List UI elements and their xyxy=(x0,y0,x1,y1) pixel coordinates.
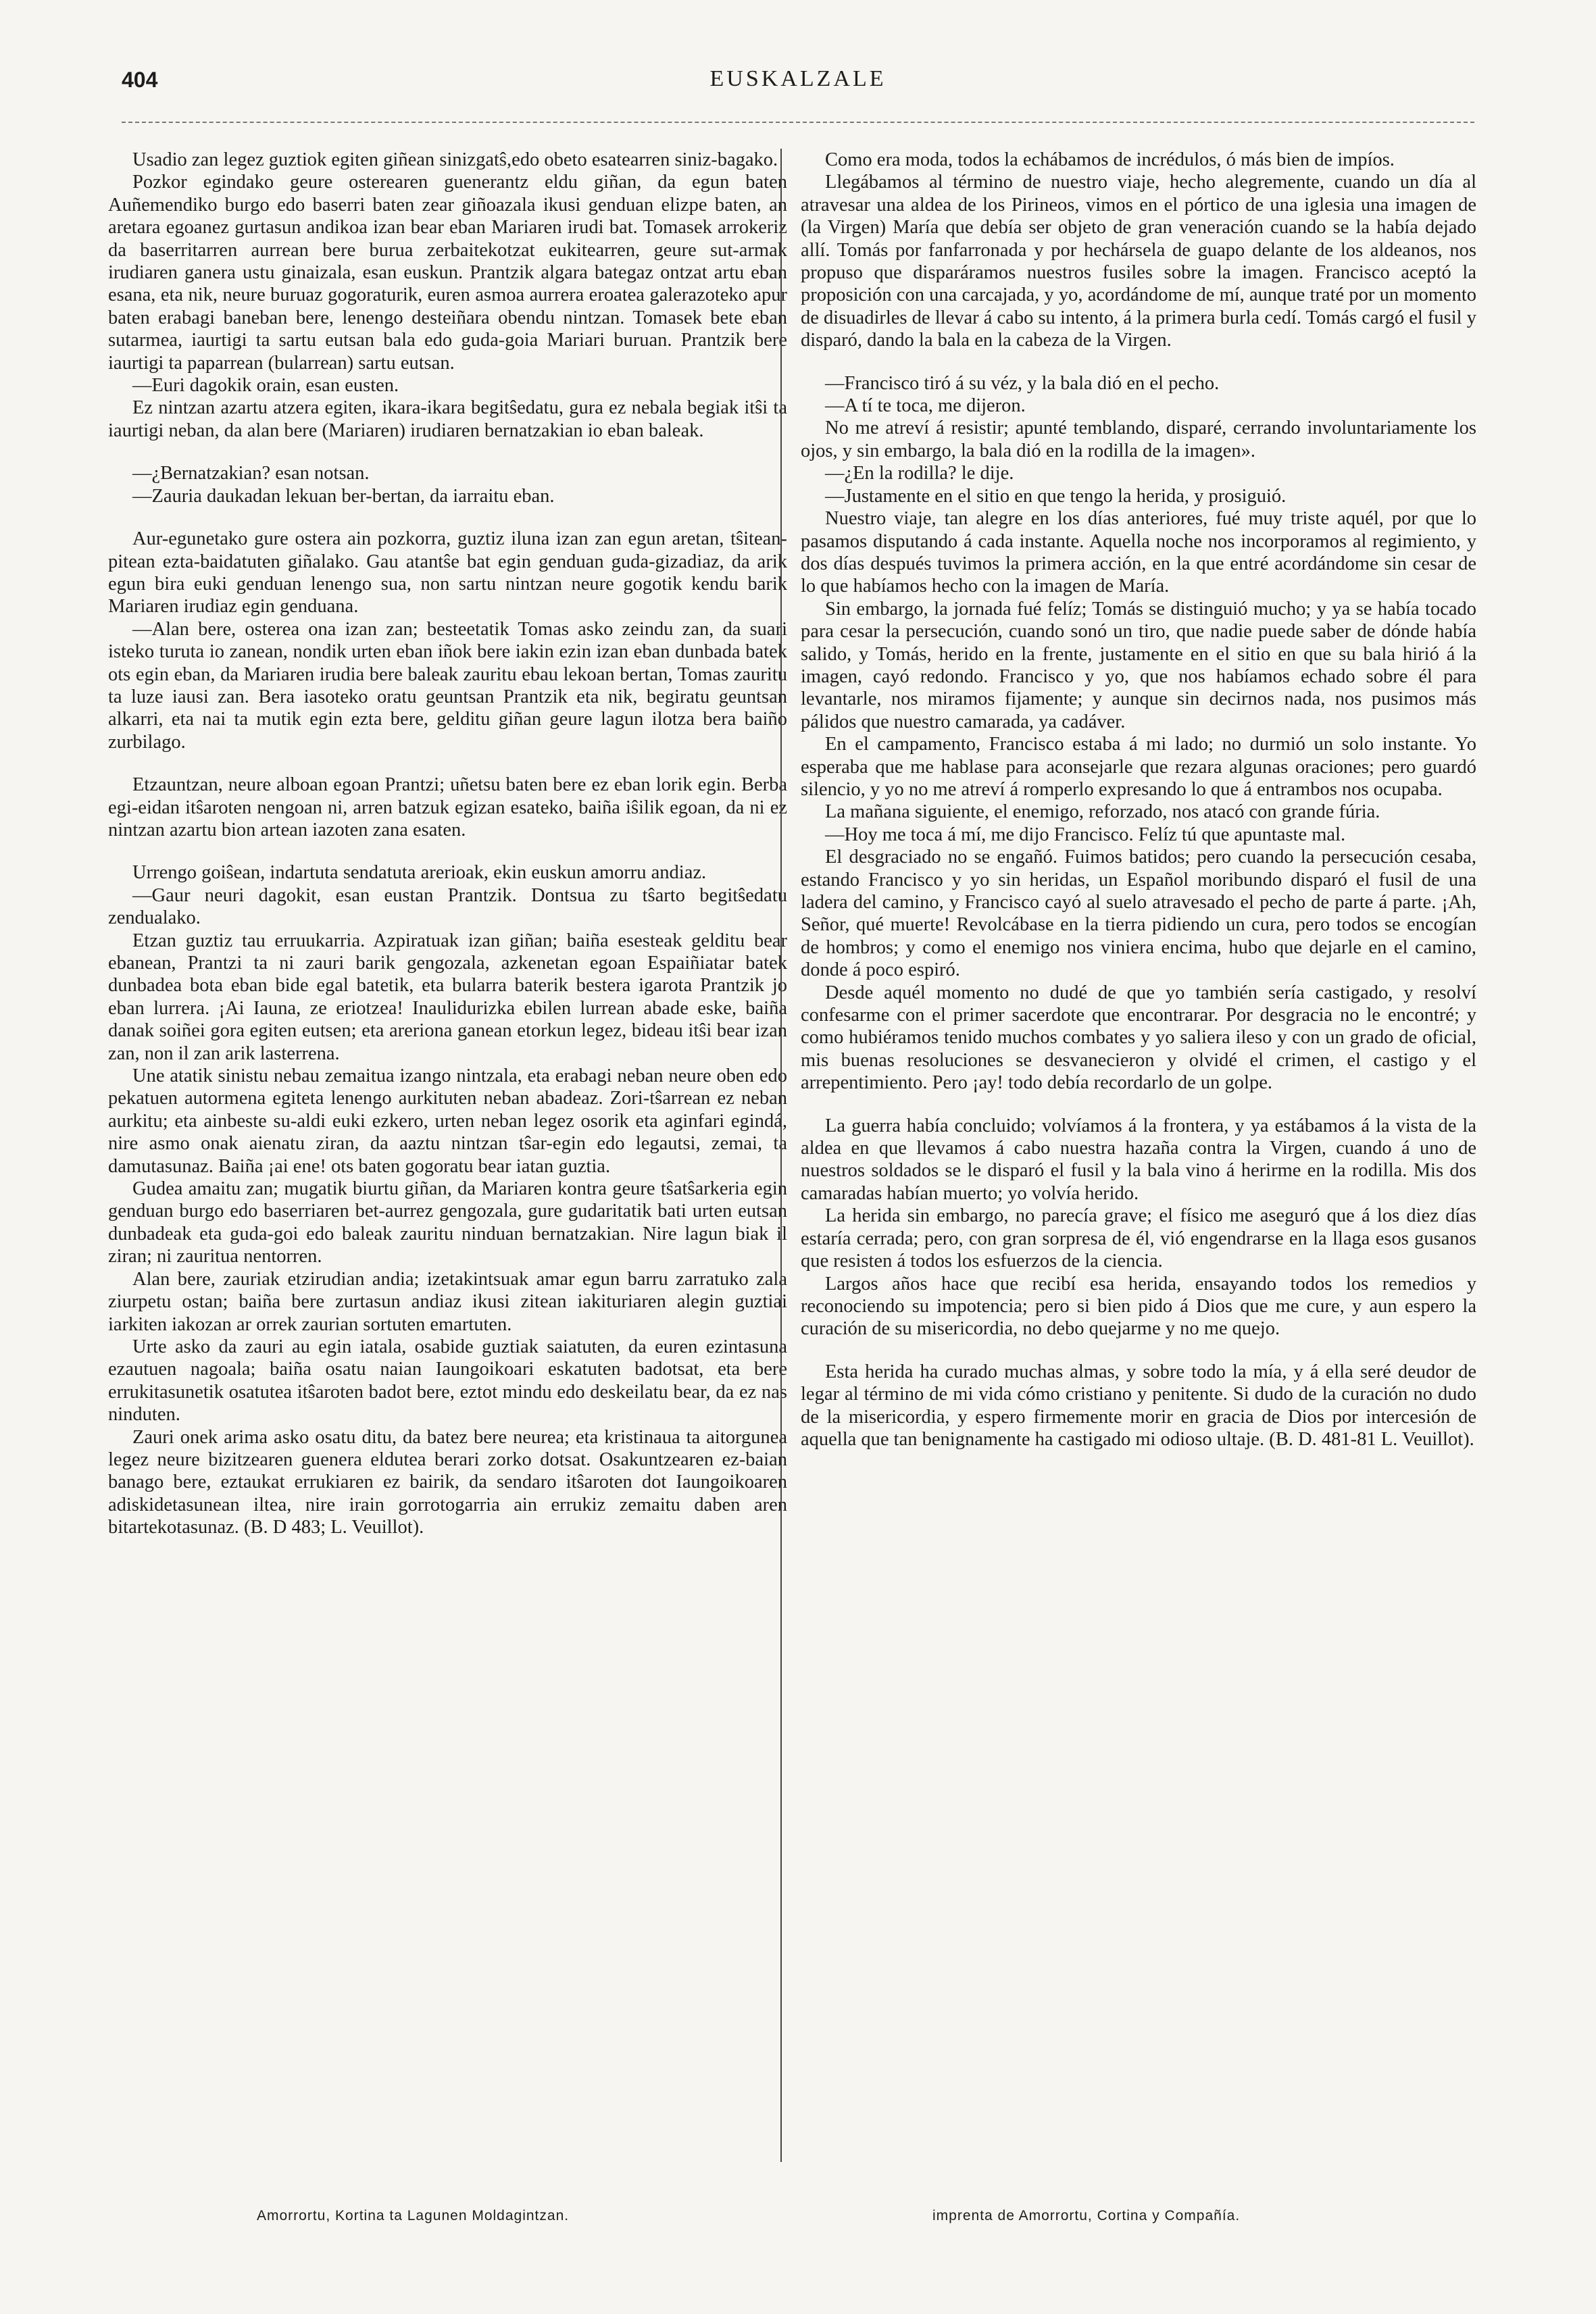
paragraph: —Alan bere, osterea ona izan zan; besteetatik Tomas asko zeindu zan, da suari isteko turuta io zanean, nondik urten eban iñok bere iakin ezin izan eban dunbada batek ots egin eban, da Mariaren irudia bere baleak zauritu ebau lekoan bertan, Tomas zauritu ta luze iausi zan. Bera iasoteko oratu geuntsan Prantzik eta nik, begiratu geuntsan alkarri, eta nai ta mutik egin ezta bere, gelditu giñan geure lagun ilotza bera baiño zurbilago. xyxy=(108,618,787,753)
paragraph: Sin embargo, la jornada fué felíz; Tomás se distinguió mucho; y ya se había tocado para cesar la persecución, cuando sonó un tiro, que nadie puede saber de dónde había salido, y Tomás, herido en la frente, justamente en el sitio en que su bala hirió á la imagen, cayó redondo. Francisco y yo, que nos habíamos echado sobre él para levantarle, nos miramos fijamente; y aunque sin decirnos nada, nos pusimos más pálidos que nuestro camarada, ya cadáver. xyxy=(801,598,1476,732)
paragraph: Aur-egunetako gure ostera ain pozkorra, guztiz iluna izan zan egun aretan, tŝitean-pitean ezta-baidatuten giñalako. Gau atantŝe bat egin genduan guda-gizadiaz, da arik egun bira euki genduan lenengo sua, non sartu nintzan neure gogotik kendu barik Mariaren irudiaz egin genduana. xyxy=(108,528,787,618)
paragraph: Largos años hace que recibí esa herida, ensayando todos los remedios y reconociendo su impotencia; pero si bien pido á Dios que me cure, y aun espero la curación de su misericordia, no debo quejarme y no me quejo. xyxy=(801,1273,1476,1340)
paragraph: Urte asko da zauri au egin iatala, osabide guztiak saiatuten, da euren ezintasuna ezautuen nagoala; baiña osatu naian Iaungoikoari eskatuten badotsat, eta bere errukitasunetik osatutea itŝaroten badot bere, eztot mindu edo deskeilatu bear, da ez nas ninduten. xyxy=(108,1336,787,1426)
paragraph: La guerra había concluido; volvíamos á la frontera, y ya estábamos á la vista de la aldea en que llevamos á cabo nuestra hazaña contra la Virgen, cuando á uno de nuestros soldados se le disparó el fusil y la bala vino á herirme en la rodilla. Mis dos camaradas habían muerto; yo volvía herido. xyxy=(801,1115,1476,1204)
paragraph: No me atreví á resistir; apunté temblando, disparé, cerrando involuntariamente los ojos, y sin embargo, la bala dió en la rodilla de la imagen». xyxy=(801,418,1476,461)
paragraph: —Zauria daukadan lekuan ber-bertan, da iarraitu eban. xyxy=(132,485,555,507)
paragraph: Llegábamos al término de nuestro viaje, hecho alegremente, cuando un día al atravesar una aldea de los Pirineos, vimos en el pórtico de una iglesia una imagen de (la Virgen) María que debía ser objeto de gran veneración cuando se la había dejado allí. Tomás por fanfarronada y por hechársela de guapo delante de los aldeanos, nos propuso que disparáramos nuestros fusiles sobre la imagen. Francisco aceptó la proposición con una carcajada, y yo, acordándome de mí, aunque traté por un momento de disuadirles de llevar á cabo su intento, á la primera burla cedí. Tomás cargó el fusil y disparó, dando la bala en la cabeza de la Virgen. xyxy=(801,172,1476,351)
paragraph: Esta herida ha curado muchas almas, y sobre todo la mía, y á ella seré deudor de legar al término de mi vida cómo cristiano y penitente. Si dudo de la curación no dudo de la misericordia, y espero firmemente morir en gracia de Dios por intercesión de aquella que tan benignamente ha castigado mi odioso ultaje. (B. D. 481-81 L. Veuillot). xyxy=(801,1361,1476,1450)
paragraph: Usadio zan legez guztiok egiten giñean sinizgatŝ,edo obeto esatearren siniz-bagako. xyxy=(132,149,778,170)
paragraph: Ez nintzan azartu atzera egiten, ikara-ikara begitŝedatu, gura ez nebala begiak itŝi ta iaurtigi neban, da alan bere (Mariaren) irudiaren bernatzakian io eban baleak. xyxy=(108,397,787,441)
paragraph: Une atatik sinistu nebau zemaitua izango nintzala, eta erabagi neban neure oben edo pekatuen autormena egiteta lenengo aurkituten neban abadeaz. Zori-tŝarrean ez neban aurkitu; eta ainbeste su-aldi euki ezkero, urten neban legez osorik eta aginfari egindá, nire asmo onak aienatu ziran, da aaztu nintzan tŝar-egin edo legautsi, zemai, ta damutasunaz. Baiña ¡ai ene! ots baten gogoratu bear iatan guztia. xyxy=(108,1065,787,1177)
paragraph: Pozkor egindako geure osterearen guenerantz eldu giñan, da egun baten Auñemendiko burgo edo baserri baten zear giñoazala ikusi genduan elizpe baten, an aretara egoanez gurtasun andikoa izan bear eban Mariaren irudi bat. Tomasek arrokeriz da baserritarren aurrean bere burua zerbaitekotzat eukitearren, geure sut-armak irudiaren ganera ustu ginaizala, esan euskun. Prantzik algara bategaz ontzat artu eban esana, eta nik, neure buruaz gogoraturik, euren asmoa aurrera eroatea galerazoteko apur baten erabagi baneban bere, lenengo desteiñara obendu nintzan. Tomasek bete eban sutarmea, iaurtigi ta sartu eutsan bala edo guda-goia Mariari buruan. Prantzik bere iaurtigi ta paparrean (bularrean) sartu eutsan. xyxy=(108,172,787,374)
right-column-spanish xyxy=(801,149,1476,1451)
paragraph: —Hoy me toca á mí, me dijo Francisco. Felíz tú que apuntaste mal. xyxy=(825,824,1346,845)
paragraph: En el campamento, Francisco estaba á mi lado; no durmió un solo instante. Yo esperaba que me hablase para aconsejarle que rezara algunas oraciones; pero guardó silencio, y yo no me atreví á romperlo expresando lo que á entrambos nos ocupaba. xyxy=(801,734,1476,800)
paragraph: —A tí te toca, me dijeron. xyxy=(825,395,1026,417)
paragraph: —Justamente en el sitio en que tengo la herida, y prosiguió. xyxy=(825,485,1287,507)
running-head: EUSKALZALE xyxy=(709,66,887,91)
page-number: 404 xyxy=(122,68,158,92)
paragraph: El desgraciado no se engañó. Fuimos batidos; pero cuando la persecución cesaba, estando Francisco y yo sin heridas, un Español moribundo disparó el fusil de una ladera del camino, y Francisco cayó al suelo atravesado el pecho de parte á parte. ¡Ah, Señor, qué muerte! Revolcábase en la tierra pidiendo un cura, pero todos se encogían de hombros; y como el enemigo nos viniera encima, hubo que dejarle en el camino, donde á poco espiró. xyxy=(801,847,1476,981)
paragraph: —¿Bernatzakian? esan notsan. xyxy=(132,463,370,484)
paragraph: —Francisco tiró á su véz, y la bala dió en el pecho. xyxy=(825,372,1220,394)
column-divider xyxy=(780,149,782,2162)
paragraph: La herida sin embargo, no parecía grave; el físico me aseguró que á los diez días estaría cerrada; pero, con gran sorpresa de él, vió engendrarse en la llaga esos gusanos que resisten á todos los esfuerzos de la ciencia. xyxy=(801,1205,1476,1272)
printer-imprint-spanish: imprenta de Amorrortu, Cortina y Compañía. xyxy=(932,2208,1241,2223)
left-column-basque xyxy=(108,149,787,1539)
paragraph: Desde aquél momento no dudé de que yo también sería castigado, y resolví confesarme con el primer sacerdote que encontrarar. Por desgracia no le encontré; y como hubiéramos tenido muchos combates y yo saliera ileso y con un grado de oficial, mis buenas resoluciones se desvanecieron y olvidé el crimen, el castigo y el arrepentimiento. Pero ¡ay! todo debía recordarlo de un golpe. xyxy=(801,982,1476,1094)
paragraph: —¿En la rodilla? le dije. xyxy=(825,463,1014,484)
paragraph: Urrengo goiŝean, indartuta sendatuta arerioak, ekin euskun amorru andiaz. xyxy=(132,862,707,884)
paragraph: —Gaur neuri dagokit, esan eustan Prantzik. Dontsua zu tŝarto begitŝedatu zendualako. xyxy=(108,884,787,929)
paragraph: Como era moda, todos la echábamos de incrédulos, ó más bien de impíos. xyxy=(825,149,1395,170)
paragraph: Alan bere, zauriak etzirudian andia; izetakintsuak amar egun barru zarratuko zala ziurpetu ostan; baiña bere zurtasun andiaz ikusi zitean iakituriaren alegin guztiai iarkiten iakozan ar orrek zaurian sortuten emartuten. xyxy=(108,1268,787,1335)
printer-imprint-basque: Amorrortu, Kortina ta Lagunen Moldagintzan. xyxy=(257,2208,570,2223)
paragraph: Zauri onek arima asko osatu ditu, da batez bere neurea; eta kristinaua ta aitorgunea legez neure bizitzearen guenera elduteа berari zorko dotsat. Osakuntzearen ez-baian banago bere, eztaukat errukiaren ez bairik, da sendaro itŝaroten dot Iaungoikoaren adiskidetasunean iltea, nire irain gorrotogarria ain errukiz zemaitu daben aren bitartekotasunaz. (B. D 483; L. Veuillot). xyxy=(108,1426,787,1538)
paragraph: Etzauntzan, neure alboan egoan Prantzi; uñetsu baten bere ez eban lorik egin. Berba egi-eidan itŝaroten nengoan ni, arren batzuk egizan esateko, baiña iŝilik egoan, da ni ez nintzan azartu bion artean iazoten zana esaten. xyxy=(108,774,787,840)
paragraph: La mañana siguiente, el enemigo, reforzado, nos atacó con grande fúria. xyxy=(825,801,1380,823)
header-rule xyxy=(122,122,1474,123)
paragraph: —Euri dagokik orain, esan eusten. xyxy=(132,375,399,397)
paragraph: Gudea amaitu zan; mugatik biurtu giñan, da Mariaren kontra geure tŝatŝarkeria egin genduan burgo edo baserriaren bet-aurrez gengozala, gure gudaritatik bati urten eutsan dunbadeak eta guda-goi edo baleak zauritu ninduan bernatzakian. Nire lagun biak il ziran; ni zauritua nentorren. xyxy=(108,1178,787,1267)
paragraph: Nuestro viaje, tan alegre en los días anteriores, fué muy triste aquél, por que lo pasamos disputando á cada instante. Aquella noche nos incorporamos al regimiento, y dos días después tuvimos la primera acción, en la que entré acordándome sin cesar de lo que habíamos hecho con la imagen de María. xyxy=(801,508,1476,597)
paragraph: Etzan guztiz tau erruukarria. Azpiratuak izan giñan; baiña esesteak gelditu bear ebanean, Prantzi ta ni zauri barik gengozala, azkenetan egoan Espaiñiatar batek dunbadea bota eban bide egal batetik, eta bularra baterik bestera igarota Prantzik jo eban lurrera. ¡Ai Iauna, ze eriotzea! Inaulidurizka ebilen lurrean abade eske, baiña danak soiñei gora egiten eutsen; eta areriona ganean etorkun legez, bideau itŝi bear izan zan, non il zan arik lasterrena. xyxy=(108,930,787,1064)
